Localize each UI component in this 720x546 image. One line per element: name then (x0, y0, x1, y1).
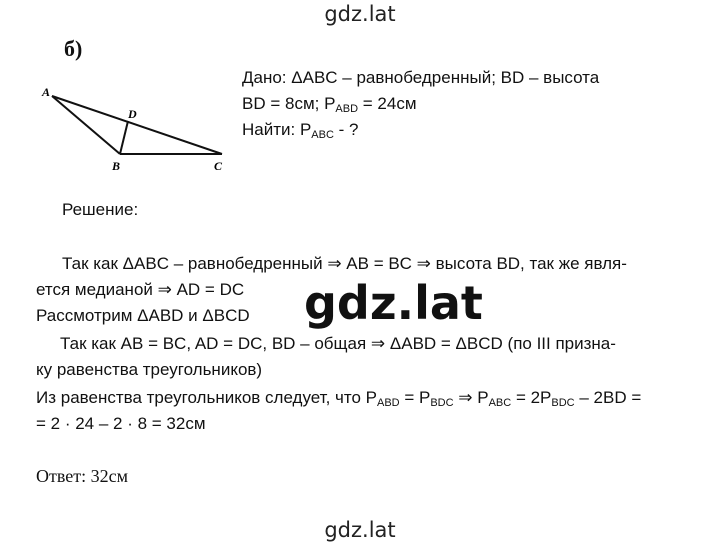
given-line-3-a: Найти: P (242, 120, 312, 139)
solution-line-6-d: = 2P (511, 388, 552, 407)
solution-line-6-s2: BDC (430, 397, 454, 409)
watermark-top: gdz.lat (324, 2, 396, 26)
point-a-label: A (42, 85, 51, 99)
solution-line-3: Рассмотрим ΔABD и ΔBCD (36, 306, 250, 325)
watermark-bottom: gdz.lat (324, 518, 396, 542)
solution-line-4: Так как AB = BC, AD = DC, BD – общая ⇒ ΔABD = ΔBCD (по III призна- (60, 334, 616, 353)
given-line-1: Дано: ΔABC – равнобедренный; BD – высота (242, 68, 600, 87)
solution-line-6-b: = P (399, 388, 431, 407)
part-label: б) (64, 36, 83, 61)
solution-line-6-e: – 2BD = (574, 388, 642, 407)
height-bd (120, 121, 128, 154)
solution-line-7: = 2 · 24 – 2 · 8 = 32см (36, 414, 206, 433)
given-line-3 (242, 120, 358, 141)
solution-line-2: ется медианой ⇒ AD = DC (36, 280, 245, 299)
given-line-2-a: BD = 8см; P (242, 94, 336, 113)
solution-line-6-s4: BDC (551, 397, 575, 409)
solution-line-6-a: Из равенства треугольников следует, что P (36, 388, 377, 407)
watermark-center: gdz.lat (304, 276, 483, 330)
answer: Ответ: 32см (36, 466, 128, 486)
given-line-2 (242, 94, 417, 115)
solution-line-5: ку равенства треугольников) (36, 360, 263, 379)
solution-line-6-s3: ABC (488, 397, 512, 409)
side-ac (52, 96, 222, 154)
triangle-figure (36, 80, 236, 180)
solution-line-6 (36, 388, 641, 409)
solution-line-6-s1: ABD (376, 397, 400, 409)
given-line-2-sub: ABD (335, 103, 359, 115)
given-line-2-b: = 24см (358, 94, 417, 113)
point-c-label: C (214, 159, 223, 173)
given-line-3-b: - ? (333, 120, 359, 139)
solution-line-1: Так как ΔABC – равнобедренный ⇒ AB = BC ⇒ высота BD, так же явля- (62, 254, 627, 273)
solution-heading: Решение: (62, 200, 139, 219)
side-ab (52, 96, 120, 154)
given-line-3-sub: ABC (311, 129, 334, 141)
solution-line-6-c: ⇒ P (453, 388, 489, 407)
point-b-label: B (112, 159, 121, 173)
point-d-label: D (128, 107, 137, 121)
